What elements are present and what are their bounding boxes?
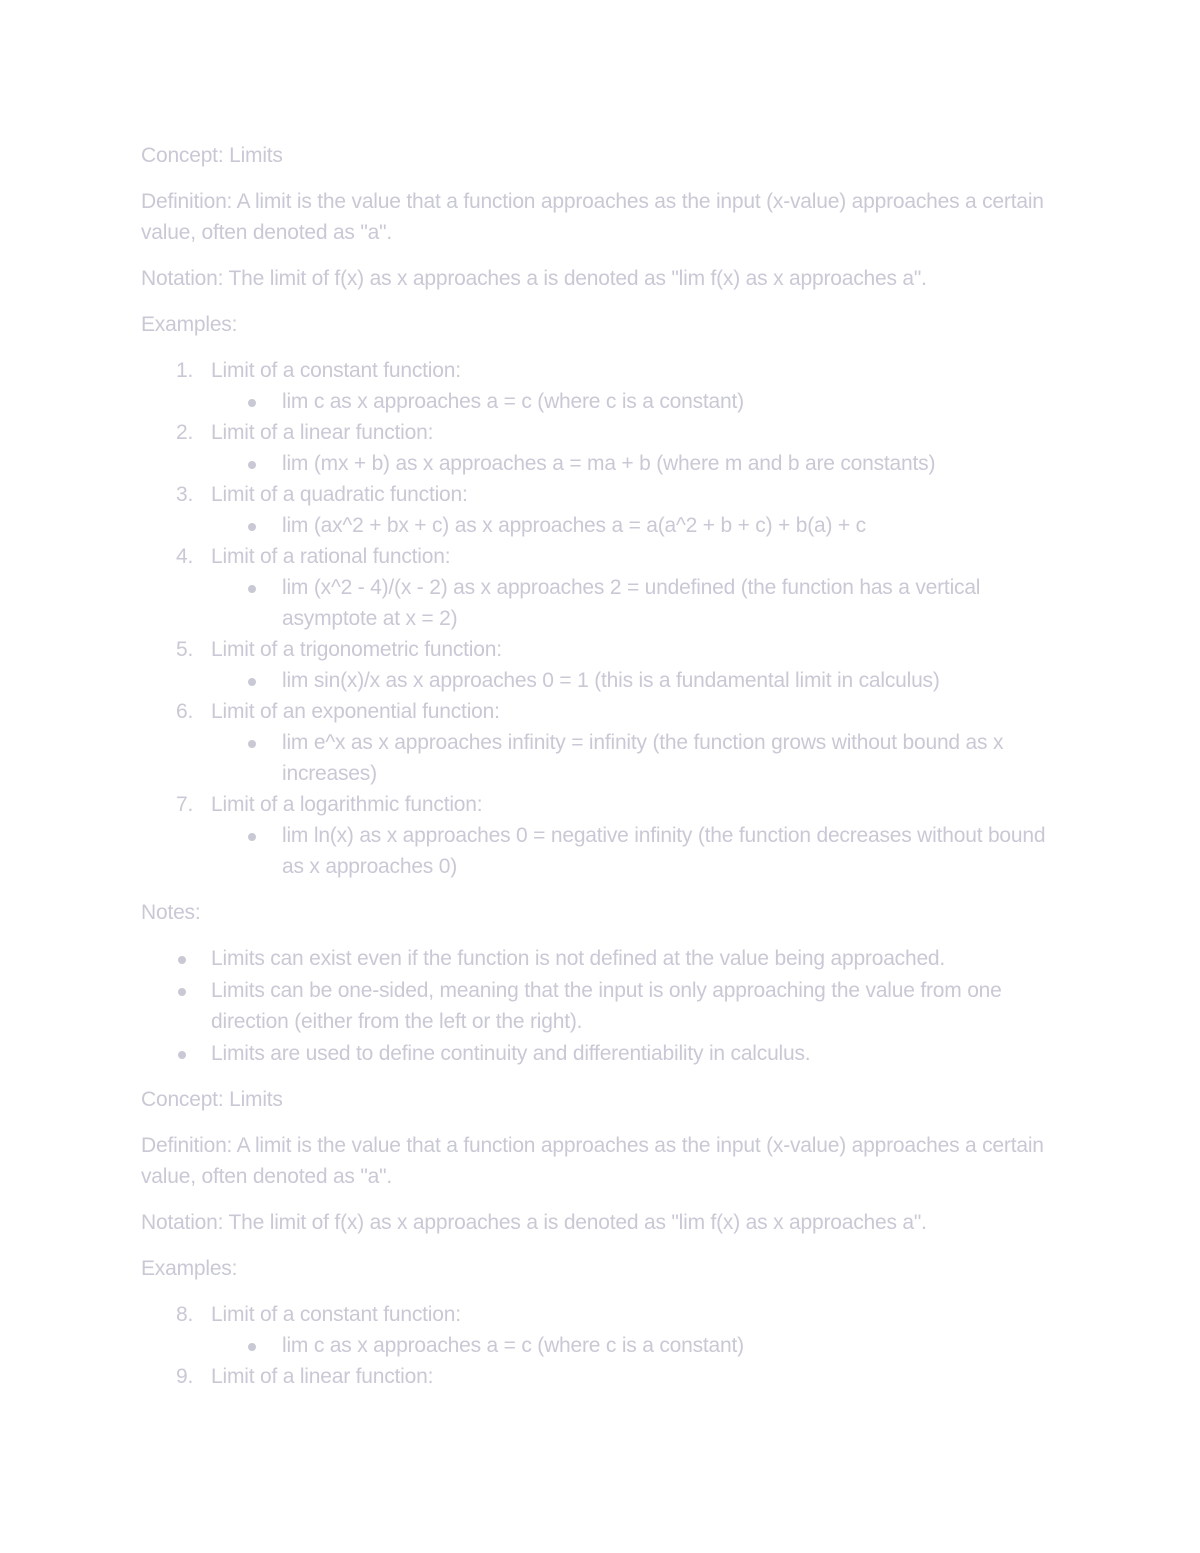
bullet-icon bbox=[248, 833, 256, 841]
bullet-icon bbox=[248, 523, 256, 531]
sub-item-text: lim (ax^2 + bx + c) as x approaches a = a(a^2 + b + c) + b(a) + c bbox=[282, 514, 866, 537]
list-item bbox=[141, 789, 1061, 882]
sub-item bbox=[141, 1330, 1061, 1361]
list-item bbox=[141, 1299, 1061, 1361]
note-text: Limits can exist even if the function is not defined at the value being approached. bbox=[211, 947, 946, 970]
list-item bbox=[141, 417, 1061, 479]
sub-item-text: lim c as x approaches a = c (where c is a constant) bbox=[282, 390, 744, 413]
sub-item bbox=[141, 820, 1061, 882]
note-text: Limits can be one-sided, meaning that the input is only approaching the value from one direction (either from the left or the right). bbox=[211, 979, 1002, 1033]
list-item bbox=[141, 696, 1061, 789]
sub-item bbox=[141, 665, 1061, 696]
list-item bbox=[141, 1361, 1061, 1392]
item-title: Limit of a logarithmic function: bbox=[211, 793, 483, 816]
bullet-icon bbox=[248, 740, 256, 748]
item-number: 2. bbox=[176, 421, 194, 444]
examples-list bbox=[141, 355, 1061, 882]
sub-item bbox=[141, 727, 1061, 789]
item-title: Limit of a constant function: bbox=[211, 1303, 461, 1326]
notation-paragraph: Notation: The limit of f(x) as x approaches a is denoted as "lim f(x) as x approaches a". bbox=[141, 267, 927, 290]
bullet-icon bbox=[248, 461, 256, 469]
definition-paragraph: Definition: A limit is the value that a function approaches as the input (x-value) approaches a certain value, often denoted as "a". bbox=[141, 190, 1044, 244]
sub-item-text: lim sin(x)/x as x approaches 0 = 1 (this is a fundamental limit in calculus) bbox=[282, 669, 940, 692]
definition-paragraph: Definition: A limit is the value that a function approaches as the input (x-value) approaches a certain value, often denoted as "a". bbox=[141, 1134, 1044, 1188]
item-number: 9. bbox=[176, 1365, 194, 1388]
bullet-icon bbox=[178, 956, 186, 964]
item-number: 8. bbox=[176, 1303, 194, 1326]
document-page bbox=[141, 140, 1061, 1407]
examples-label: Examples: bbox=[141, 313, 238, 336]
list-item bbox=[141, 541, 1061, 634]
list-item bbox=[141, 634, 1061, 696]
sub-item-text: lim e^x as x approaches infinity = infinity (the function grows without bound as x increases) bbox=[282, 731, 1004, 785]
notes-label: Notes: bbox=[141, 901, 201, 924]
item-number: 7. bbox=[176, 793, 194, 816]
item-title: Limit of a trigonometric function: bbox=[211, 638, 502, 661]
sub-item-text: lim (x^2 - 4)/(x - 2) as x approaches 2 = undefined (the function has a vertical asymptote at x = 2) bbox=[282, 576, 981, 630]
notes-list bbox=[141, 943, 1061, 1069]
sub-item-text: lim c as x approaches a = c (where c is a constant) bbox=[282, 1334, 744, 1357]
examples-list bbox=[141, 1299, 1061, 1392]
concept-heading: Concept: Limits bbox=[141, 144, 283, 167]
sub-item-text: lim ln(x) as x approaches 0 = negative infinity (the function decreases without bound as x approaches 0) bbox=[282, 824, 1046, 878]
item-title: Limit of a linear function: bbox=[211, 421, 434, 444]
item-title: Limit of a quadratic function: bbox=[211, 483, 468, 506]
bullet-icon bbox=[248, 585, 256, 593]
item-title: Limit of a constant function: bbox=[211, 359, 461, 382]
bullet-icon bbox=[248, 678, 256, 686]
item-title: Limit of a rational function: bbox=[211, 545, 451, 568]
note-text: Limits are used to define continuity and differentiability in calculus. bbox=[211, 1042, 811, 1065]
bullet-icon bbox=[178, 1051, 186, 1059]
list-item bbox=[141, 479, 1061, 541]
sub-item-text: lim (mx + b) as x approaches a = ma + b (where m and b are constants) bbox=[282, 452, 936, 475]
list-item bbox=[141, 355, 1061, 417]
item-number: 1. bbox=[176, 359, 194, 382]
sub-item bbox=[141, 448, 1061, 479]
item-number: 3. bbox=[176, 483, 194, 506]
item-number: 5. bbox=[176, 638, 194, 661]
sub-item bbox=[141, 510, 1061, 541]
bullet-icon bbox=[178, 988, 186, 996]
list-item bbox=[141, 1038, 1061, 1069]
item-title: Limit of an exponential function: bbox=[211, 700, 500, 723]
item-number: 4. bbox=[176, 545, 194, 568]
item-title: Limit of a linear function: bbox=[211, 1365, 434, 1388]
examples-label: Examples: bbox=[141, 1257, 238, 1280]
concept-heading: Concept: Limits bbox=[141, 1088, 283, 1111]
notation-paragraph: Notation: The limit of f(x) as x approaches a is denoted as "lim f(x) as x approaches a". bbox=[141, 1211, 927, 1234]
sub-item bbox=[141, 572, 1061, 634]
list-item bbox=[141, 943, 1061, 974]
item-number: 6. bbox=[176, 700, 194, 723]
bullet-icon bbox=[248, 399, 256, 407]
bullet-icon bbox=[248, 1343, 256, 1351]
sub-item bbox=[141, 386, 1061, 417]
list-item bbox=[141, 975, 1061, 1037]
